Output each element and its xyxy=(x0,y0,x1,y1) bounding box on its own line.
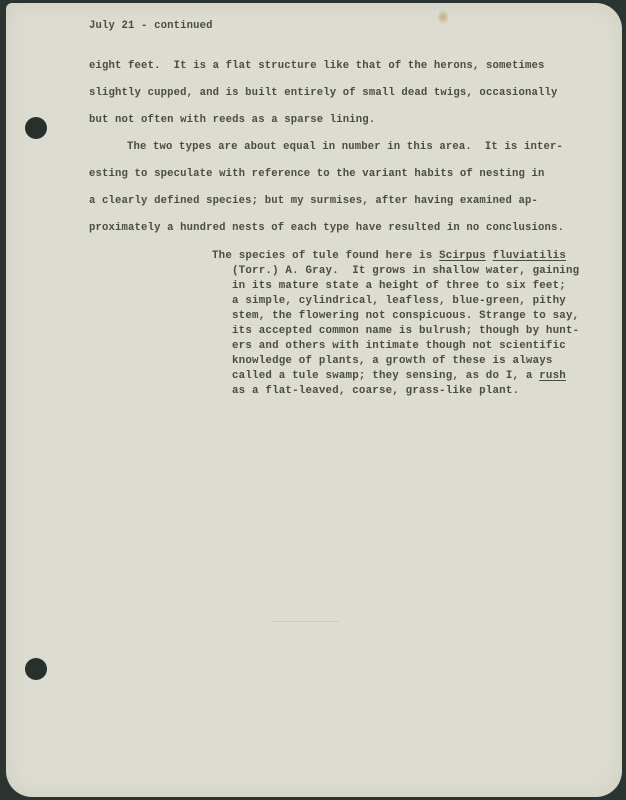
punch-hole-bottom xyxy=(25,658,47,680)
text-line: a clearly defined species; but my surmises, after having examined ap- xyxy=(89,195,539,207)
genus-name: Scirpus xyxy=(439,250,486,262)
text-line: (Torr.) A. Gray. It grows in shallow water, gaining xyxy=(232,265,580,277)
paper-stain xyxy=(438,10,448,24)
text-line xyxy=(232,369,566,383)
faint-bleedthrough-mark xyxy=(271,621,339,622)
text-line: its accepted common name is bulrush; though by hunt- xyxy=(232,325,580,337)
text-line: esting to speculate with reference to the variant habits of nesting in xyxy=(89,168,545,180)
text-line: eight feet. It is a flat structure like that of the herons, sometimes xyxy=(89,60,545,72)
text-span: called a tule swamp; they sensing, as do I, a xyxy=(232,370,540,382)
text-line: a simple, cylindrical, leafless, blue-green, pithy xyxy=(232,295,566,307)
text-line: as a flat-leaved, coarse, grass-like plant. xyxy=(232,385,520,397)
punch-hole-top xyxy=(25,117,47,139)
text-line: but not often with reeds as a sparse lining. xyxy=(89,114,376,126)
text-line xyxy=(212,249,566,263)
text-line: in its mature state a height of three to six feet; xyxy=(232,280,566,292)
text-line: stem, the flowering not conspicuous. Strange to say, xyxy=(232,310,580,322)
text-span: The species of tule found here is xyxy=(212,250,440,262)
underlined-word: rush xyxy=(539,370,566,382)
page-heading: July 21 - continued xyxy=(89,20,213,32)
text-line: ers and others with intimate though not scientific xyxy=(232,340,566,352)
text-line: The two types are about equal in number in this area. It is inter- xyxy=(127,141,563,153)
text-line: knowledge of plants, a growth of these is always xyxy=(232,355,553,367)
text-line: proximately a hundred nests of each type have resulted in no conclusions. xyxy=(89,222,565,234)
text-line: slightly cupped, and is built entirely of small dead twigs, occasionally xyxy=(89,87,558,99)
species-name: fluviatilis xyxy=(492,250,567,262)
